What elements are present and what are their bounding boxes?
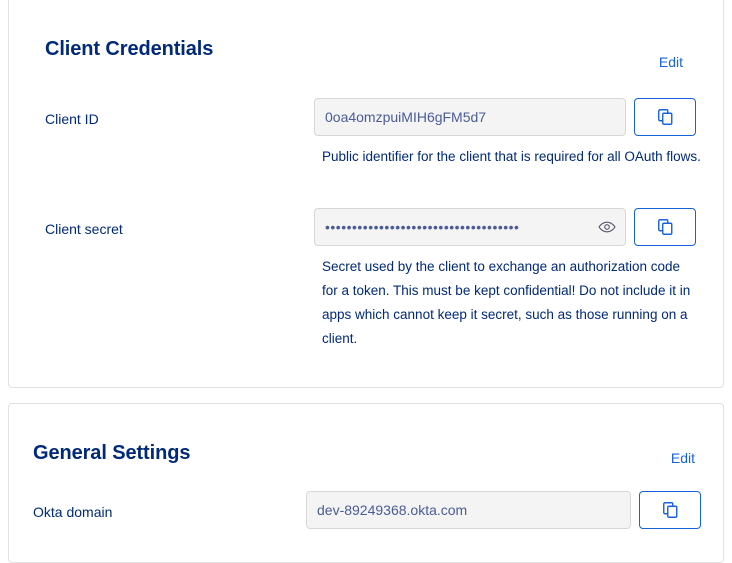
okta-domain-input[interactable] (306, 491, 631, 529)
client-secret-label: Client secret (45, 221, 123, 237)
client-secret-value: •••••••••••••••••••••••••••••••••••• (325, 220, 520, 234)
edit-general-settings-button[interactable]: Edit (670, 450, 695, 466)
eye-icon[interactable] (597, 218, 617, 236)
copy-icon (658, 219, 673, 235)
client-secret-helper-text: Secret used by the client to exchange an authorization code for a token. This must be kept confidential! Do not include it in apps which cannot keep it secret, such as those running on a client. (322, 259, 691, 346)
client-id-label: Client ID (45, 111, 99, 127)
client-secret-input[interactable] (314, 208, 626, 246)
copy-icon (658, 109, 673, 125)
client-id-input-group (314, 98, 696, 136)
copy-icon (663, 502, 678, 518)
copy-client-secret-button[interactable] (634, 208, 696, 246)
client-credentials-card (8, 0, 724, 388)
client-id-input[interactable] (314, 98, 626, 136)
okta-domain-value: dev-89249368.okta.com (317, 502, 468, 518)
okta-domain-input-group (306, 491, 701, 529)
copy-okta-domain-button[interactable] (639, 491, 701, 529)
copy-client-id-button[interactable] (634, 98, 696, 136)
okta-domain-label: Okta domain (33, 504, 113, 520)
edit-client-credentials-button[interactable]: Edit (658, 54, 683, 70)
general-settings-title: General Settings (33, 442, 191, 464)
client-secret-input-group (314, 208, 696, 246)
client-id-helper-text: Public identifier for the client that is required for all OAuth flows. (322, 149, 701, 164)
general-settings-card (8, 403, 724, 563)
client-id-value: 0oa4omzpuiMIH6gFM5d7 (325, 109, 487, 125)
client-credentials-title: Client Credentials (45, 38, 214, 60)
